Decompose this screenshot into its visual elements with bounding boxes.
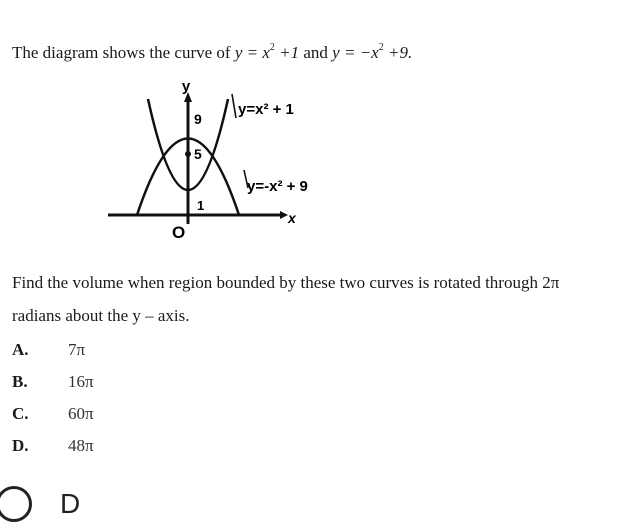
curve1-label-pointer	[232, 94, 236, 118]
origin-label: O	[172, 223, 186, 242]
x-axis-arrow-icon	[280, 211, 288, 219]
answer-choice[interactable]	[0, 486, 80, 522]
option-value: 48π	[68, 436, 94, 455]
label-1: 1	[197, 198, 205, 213]
option-letter: C.	[12, 404, 29, 423]
equation-parabola-up: $y = x^2 +1$	[234, 42, 300, 62]
y-axis-label: y	[181, 78, 191, 95]
curve2-label: y=-x² + 9	[247, 178, 308, 195]
answer-label: D	[60, 488, 81, 519]
option-c	[12, 398, 94, 430]
label-9: 9	[194, 111, 202, 127]
question-text	[12, 266, 622, 332]
intro-and: and	[303, 43, 328, 62]
option-letter: A.	[12, 340, 29, 359]
x-axis-label: x	[288, 210, 296, 226]
option-letter: B.	[12, 372, 28, 391]
option-value: 7π	[68, 340, 86, 359]
radio-button[interactable]	[0, 486, 32, 522]
option-letter: D.	[12, 436, 29, 455]
point-y5	[185, 151, 191, 157]
problem-intro	[12, 42, 412, 63]
option-d	[12, 430, 94, 462]
question-line-2: radians about the y – axis.	[12, 306, 190, 325]
diagram-svg	[108, 74, 338, 244]
intro-prefix: The diagram shows the curve of	[12, 43, 231, 62]
question-line-1: Find the volume when region bounded by these two curves is rotated through 2π	[12, 273, 560, 292]
equation-parabola-down: $y = -x^2 +9$.	[332, 42, 413, 62]
option-b	[12, 366, 94, 398]
label-5: 5	[194, 146, 202, 162]
option-value: 16π	[68, 372, 94, 391]
curves-diagram	[108, 74, 338, 249]
option-value: 60π	[68, 404, 94, 423]
curve1-label: y=x² + 1	[238, 101, 294, 118]
answer-options	[12, 334, 94, 462]
option-a	[12, 334, 94, 366]
